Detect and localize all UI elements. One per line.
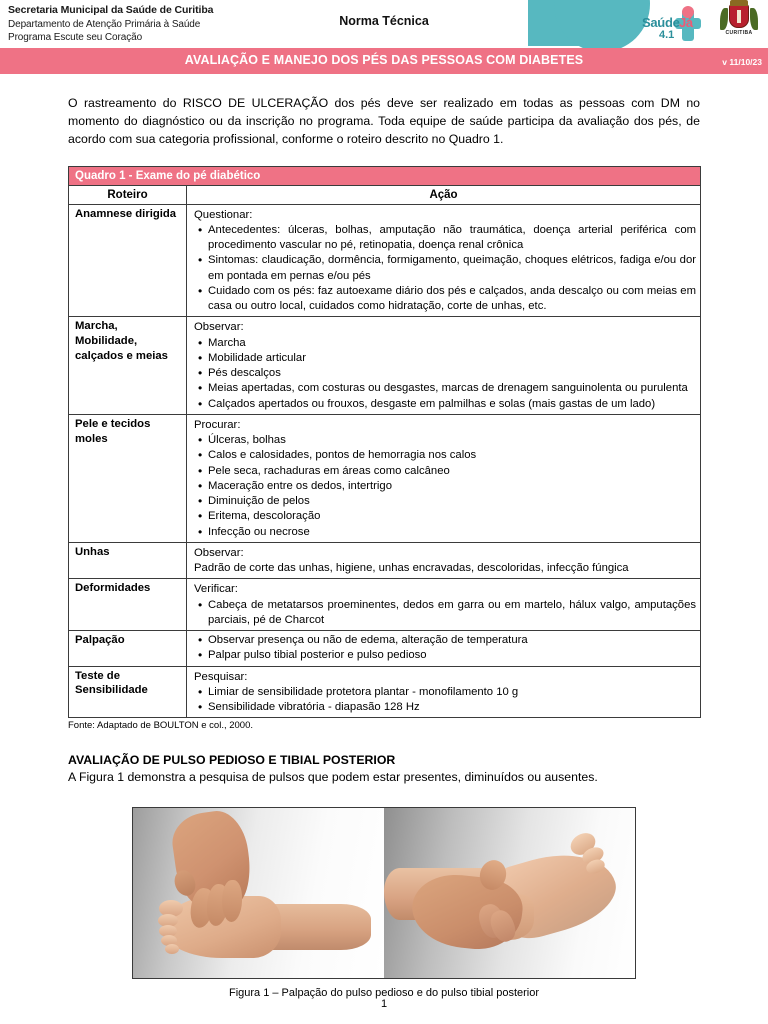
section-heading: AVALIAÇÃO DE PULSO PEDIOSO E TIBIAL POSTERIOR xyxy=(68,753,396,768)
action-bullet-item: • Palpar pulso tibial posterior e pulso pedioso xyxy=(208,648,696,663)
photo-pulso-pedioso xyxy=(133,808,384,978)
action-bullet-list xyxy=(194,336,696,412)
row-label-cell: Palpação xyxy=(69,631,187,667)
action-bullet-item: • Limiar de sensibilidade protetora plantar - monofilamento 10 g xyxy=(208,685,696,700)
row-label-cell: Pele e tecidos moles xyxy=(69,414,187,542)
banner-version: v 11/10/23 xyxy=(722,57,762,67)
action-lead-text: Pesquisar: xyxy=(194,670,248,683)
action-bullet-item: • Calos e calosidades, pontos de hemorragia nos calos xyxy=(208,448,696,463)
department-name: Departamento de Atenção Primária à Saúde xyxy=(8,18,201,30)
action-bullet-item: • Mobilidade articular xyxy=(208,351,696,366)
action-bullet-list xyxy=(194,223,696,315)
action-bullet-item: • Úlceras, bolhas xyxy=(208,433,696,448)
page-number: 1 xyxy=(380,998,388,1010)
table-header-row xyxy=(69,185,701,204)
table-row xyxy=(69,414,701,542)
coat-crown-icon xyxy=(730,0,748,6)
row-label-cell: Deformidades xyxy=(69,579,187,631)
document-body xyxy=(0,94,768,999)
figure-caption: Figura 1 – Palpação do pulso pedioso e do pulso tibial posterior xyxy=(228,987,540,1000)
action-bullet-list xyxy=(194,685,696,716)
row-action-cell xyxy=(187,317,701,415)
exame-pe-diabetico-table xyxy=(68,166,701,719)
action-bullet-item: • Cuidado com os pés: faz autoexame diário dos pés e calçados, anda descalço ou com meias em casa ou outro local, cuidados como hidratação, corte de unhas, etc. xyxy=(208,284,696,315)
table-row xyxy=(69,631,701,667)
action-bullet-item: • Sintomas: claudicação, dormência, formigamento, queimação, choques elétricos, fadiga e/ou dor em pontada em pernas e/ou pés xyxy=(208,253,696,284)
row-action-cell xyxy=(187,414,701,542)
table-caption: Quadro 1 - Exame do pé diabético xyxy=(69,166,701,185)
row-action-cell xyxy=(187,542,701,579)
action-bullet-item: • Eritema, descoloração xyxy=(208,509,696,524)
table-caption-row xyxy=(69,166,701,185)
action-bullet-item: • Meias apertadas, com costuras ou desgastes, marcas de drenagem sanguinolenta ou purulenta xyxy=(208,381,696,396)
action-bullet-item: • Infecção ou necrose xyxy=(208,525,696,540)
row-action-cell xyxy=(187,631,701,667)
row-action-cell xyxy=(187,579,701,631)
row-label-cell: Unhas xyxy=(69,542,187,579)
action-lead-text: Observar: xyxy=(194,546,244,559)
row-label-cell: Anamnese dirigida xyxy=(69,204,187,317)
coat-shield-icon xyxy=(729,4,749,28)
action-lead-text: Verificar: xyxy=(194,583,238,596)
program-name: Programa Escute seu Coração xyxy=(8,32,143,44)
table-row xyxy=(69,204,701,317)
photo-pulso-tibial-posterior xyxy=(384,808,635,978)
intro-paragraph: O rastreamento do RISCO DE ULCERAÇÃO dos pés deve ser realizado em todas as pessoas com DM no momento do diagnóstico ou da inscrição no programa. Toda equipe de saúde participa da avaliação dos pés, de acordo com sua categoria profissional, conforme o roteiro descrito no Quadro 1. xyxy=(68,96,700,147)
title-banner xyxy=(0,48,768,74)
table-row xyxy=(69,317,701,415)
table-row xyxy=(69,579,701,631)
action-bullet-item: • Cabeça de metatarsos proeminentes, dedos em garra ou em martelo, hálux valgo, amputações parciais, pé de Charcot xyxy=(208,598,696,629)
action-bullet-item: • Antecedentes: úlceras, bolhas, amputação não traumática, doença arterial periférica com procedimento vascular no pé, retinopatia, doença renal crônica xyxy=(208,223,696,254)
column-header-acao: Ação xyxy=(187,185,701,204)
table-row xyxy=(69,666,701,718)
row-action-cell xyxy=(187,666,701,718)
document-header xyxy=(0,0,768,48)
action-lead-text: Procurar: xyxy=(194,418,241,431)
row-action-cell xyxy=(187,204,701,317)
table-row xyxy=(69,542,701,579)
toe-shape xyxy=(165,944,179,954)
action-bullet-item: • Marcha xyxy=(208,336,696,351)
organization-name: Secretaria Municipal da Saúde de Curitiba xyxy=(8,4,214,16)
figure-1-image xyxy=(132,807,636,979)
action-bullet-item: • Sensibilidade vibratória - diapasão 128 Hz xyxy=(208,700,696,715)
coat-leaf-right-icon xyxy=(750,8,758,30)
curitiba-coat-of-arms-icon xyxy=(718,4,760,44)
action-bullet-list xyxy=(194,633,696,664)
section-paragraph: A Figura 1 demonstra a pesquisa de pulsos que podem estar presentes, diminuídos ou ausentes. xyxy=(68,770,598,785)
logo-version: 4.1 xyxy=(659,29,675,41)
organization-block xyxy=(8,4,213,45)
action-bullet-item: • Calçados apertados ou frouxos, desgaste em palmilhas e solas (mais gastas de um lado) xyxy=(208,397,696,412)
action-bullet-item: • Maceração entre os dedos, intertrigo xyxy=(208,479,696,494)
logo-word-saude: Saúde xyxy=(642,15,680,30)
action-bullet-list xyxy=(194,433,696,540)
action-bullet-item: • Pés descalços xyxy=(208,366,696,381)
column-header-roteiro: Roteiro xyxy=(69,185,187,204)
coat-label: CURITIBA xyxy=(725,30,753,36)
action-bullet-item: • Observar presença ou não de edema, alteração de temperatura xyxy=(208,633,696,648)
action-bullet-item: • Pele seca, rachaduras em áreas como calcâneo xyxy=(208,464,696,479)
table-source-note: Fonte: Adaptado de BOULTON e col., 2000. xyxy=(68,720,254,732)
coat-leaf-left-icon xyxy=(720,8,728,30)
action-bullet-item: • Diminuição de pelos xyxy=(208,494,696,509)
row-label-cell: Teste de Sensibilidade xyxy=(69,666,187,718)
logo-word-ja: Já xyxy=(679,15,693,30)
document-type-label: Norma Técnica xyxy=(339,14,429,28)
action-lead-text: Observar: xyxy=(194,321,244,334)
action-bullet-list xyxy=(194,598,696,629)
figure-container xyxy=(68,807,700,979)
saude-ja-logo xyxy=(642,7,710,43)
row-label-cell: Marcha, Mobilidade, calçados e meias xyxy=(69,317,187,415)
action-lead-text: Questionar: xyxy=(194,208,253,221)
banner-title: AVALIAÇÃO E MANEJO DOS PÉS DAS PESSOAS COM DIABETES xyxy=(184,53,584,67)
action-plain-text: Padrão de corte das unhas, higiene, unhas encravadas, descoloridas, infecção fúngica xyxy=(194,562,629,575)
